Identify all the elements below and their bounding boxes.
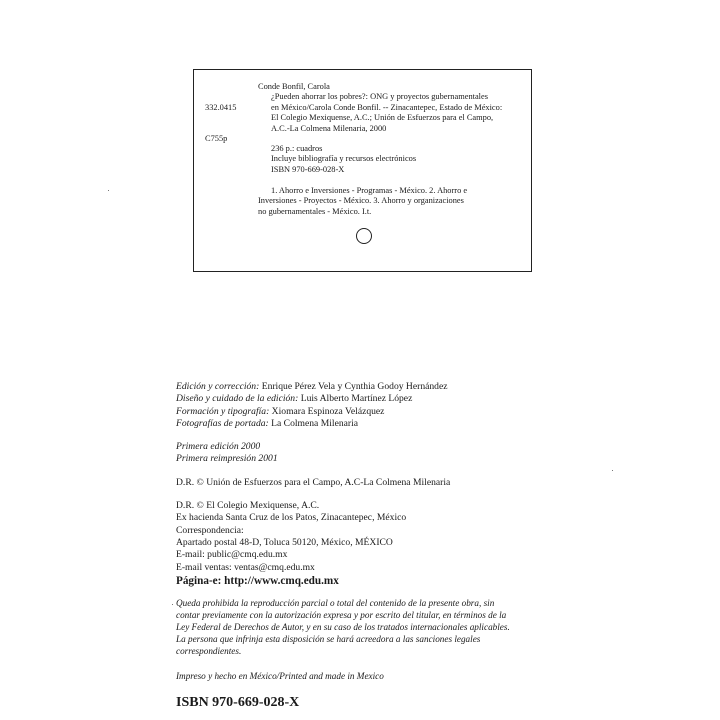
staff-credits — [176, 381, 676, 430]
catalog-card — [193, 69, 532, 272]
card-physical-line: 236 p.: cuadros — [271, 144, 323, 154]
credits-block — [176, 381, 676, 709]
card-title-line: ¿Pueden ahorrar los pobres?: ONG y proyectos gubernamentales — [271, 92, 488, 102]
card-subject-line: 1. Ahorro e Inversiones - Programas - México. 2. Ahorro e — [271, 186, 468, 195]
card-physical-line: ISBN 970-669-028-X — [271, 164, 345, 174]
card-punch-hole — [356, 228, 372, 244]
edition-info: Primera edición 2000 Primera reimpresión 2001 — [176, 441, 278, 465]
card-author: Conde Bonfil, Carola — [258, 82, 330, 91]
catalog-entry — [258, 82, 526, 175]
credit-row: Formación y tipografía: Xiomara Espinoza Velázquez — [176, 405, 385, 417]
copyright-union: D.R. © Unión de Esfuerzos para el Campo, A.C-La Colmena Milenaria — [176, 476, 451, 488]
legal-notice: Queda prohibida la reproducción parcial o total del contenido de la presente obra, sin contar previamente con la autorización expresa y por escrito del titular, en términos de la Ley Federal de Derechos de Autor, y en su caso de los tratados internacionales aplicables. La persona que infrinja esta disposición se hará acreedora a las sanciones legales correspondientes. — [176, 597, 510, 657]
card-physical-line: Incluye bibliografía y recursos electrónicos — [271, 154, 417, 164]
credit-row: Fotografías de portada: La Colmena Milenaria — [176, 417, 359, 429]
scan-speck — [172, 604, 173, 605]
call-number: 332.0415 C755p — [205, 102, 237, 144]
printed-in: Impreso y hecho en México/Printed and made in Mexico — [176, 671, 384, 682]
card-title-line: El Colegio Mexiquense, A.C.; Unión de Esfuerzos para el Campo, — [271, 113, 494, 123]
card-title-line: A.C.-La Colmena Milenaria, 2000 — [271, 123, 387, 133]
isbn-footer: ISBN 970-669-028-X — [176, 694, 300, 710]
credit-row: Edición y corrección: Enrique Pérez Vela y Cynthia Godoy Hernández — [176, 381, 448, 392]
card-subject-line: no gubernamentales - México. I.t. — [258, 206, 372, 216]
scan-speck — [108, 190, 109, 191]
scan-speck — [612, 470, 613, 471]
credit-row: Diseño y cuidado de la edición: Luis Alberto Martínez López — [176, 393, 413, 405]
email-sales: E-mail ventas: ventas@cmq.edu.mx — [176, 561, 315, 573]
card-subjects — [258, 186, 526, 217]
website-url: Página-e: http://www.cmq.edu.mx — [176, 574, 339, 587]
copyright-colegio: D.R. © El Colegio Mexiquense, A.C. Ex hacienda Santa Cruz de los Patos, Zinacantepec, México Correspondencia: Apartado postal 48-D, Toluca 50120, México, MÉXICO E-mail: public@cmq.edu.mx E-mail ventas: ventas@cmq.edu.mx Página-e: http://www.cmq.edu.mx — [176, 500, 676, 588]
card-subject-line: Inversiones - Proyectos - México. 3. Ahorro y organizaciones — [258, 196, 464, 206]
email-public: E-mail: public@cmq.edu.mx — [176, 549, 288, 561]
card-title-line: en México/Carola Conde Bonfil. -- Zinacantepec, Estado de México: — [271, 102, 503, 112]
